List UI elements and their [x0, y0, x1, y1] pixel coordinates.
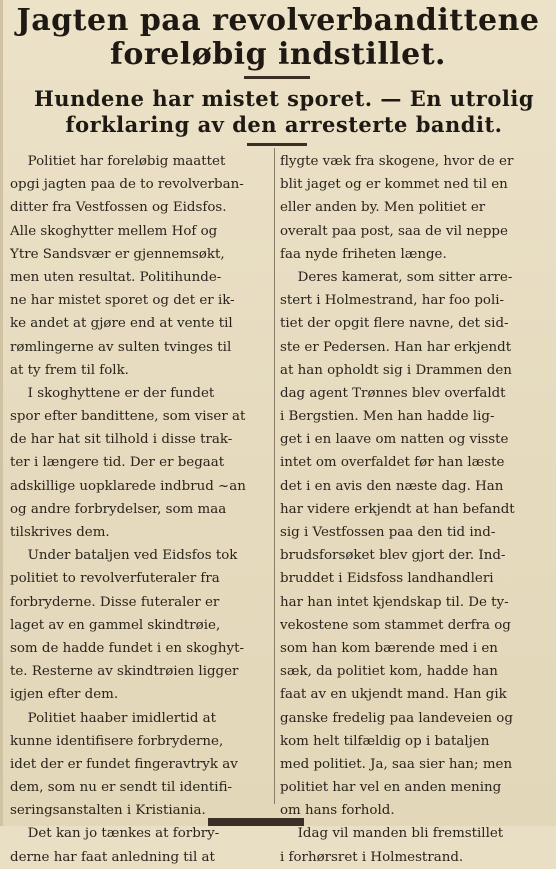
article-line: ditter fra Vestfossen og Eidsfos.: [10, 200, 227, 216]
article-line: kom helt tilfældig op i bataljen: [280, 733, 490, 749]
page-edge: [0, 0, 3, 826]
article-line: igjen efter dem.: [10, 687, 119, 703]
article-line: Politiet har foreløbig maattet: [10, 154, 226, 169]
article-line: idet der er fundet fingeravtryk av: [10, 756, 238, 772]
bottom-rule: [208, 818, 304, 826]
article-line: blit jaget og er kommet ned til en: [280, 177, 508, 193]
article-line: Deres kamerat, som sitter arre-: [280, 269, 513, 285]
article-line: politiet to revolverfuteraler fra: [10, 571, 220, 587]
article-line: ste er Pedersen. Han har erkjendt: [280, 339, 512, 355]
article-line: at ty frem til folk.: [10, 362, 129, 378]
article-line: spor efter bandittene, som viser at: [10, 409, 246, 425]
article-line: og andre forbrydelser, som maa: [10, 501, 227, 517]
article-line: derne har faat anledning til at: [10, 849, 215, 865]
article-line: faa nyde friheten længe.: [280, 246, 447, 262]
article-line: Under bataljen ved Eidsfos tok: [10, 548, 238, 564]
headline-rule: [244, 76, 310, 79]
article-left-column: [10, 150, 268, 869]
article-line: bruddet i Eidsfoss landhandleri: [280, 571, 494, 587]
article-line: det i en avis den næste dag. Han: [280, 478, 504, 494]
article-line: Det kan jo tænkes at forbry-: [10, 826, 220, 842]
article-line: ganske fredelig paa landeveien og: [280, 710, 513, 726]
article-line: flygte væk fra skogene, hvor de er: [280, 154, 514, 169]
article-line: stert i Holmestrand, har foo poli-: [280, 293, 505, 309]
article-line: te. Resterne av skindtrøien ligger: [10, 664, 239, 680]
article-line: ter i længere tid. Der er begaat: [10, 455, 225, 471]
article-line: de har hat sit tilhold i disse trak-: [10, 432, 233, 448]
article-line: ke andet at gjøre end at vente til: [10, 316, 233, 332]
article-line: brudsforsøket blev gjort der. Ind-: [280, 548, 506, 564]
subheadline-line-1: Hundene har mistet sporet. — En utrolig: [33, 86, 535, 111]
article-line: Ytre Sandsvær er gjennemsøkt,: [10, 246, 225, 262]
article-line: vekostene som stammet derfra og: [280, 617, 511, 633]
article-line: sig i Vestfossen paa den tid ind-: [280, 525, 496, 540]
article-line: laget av en gammel skindtrøie,: [10, 617, 221, 633]
article-line: adskillige uopklarede indbrud ~an: [10, 478, 246, 494]
column-divider: [274, 148, 275, 804]
article-line: seringsanstalten i Kristiania.: [10, 803, 206, 819]
article-line: dag agent Trønnes blev overfaldt: [280, 385, 506, 401]
article-line: eller anden by. Men politiet er: [280, 200, 486, 216]
article-line: dem, som nu er sendt til identifi-: [10, 780, 233, 796]
article-line: i Bergstien. Men han hadde lig-: [280, 409, 495, 425]
article-line: men uten resultat. Politihunde-: [10, 269, 222, 285]
article-right-column: [280, 150, 540, 869]
article-line: kunne identifisere forbryderne,: [10, 733, 224, 749]
article-line: ne har mistet sporet og det er ik-: [10, 293, 235, 309]
subheadline-line-2: forklaring av den arresterte bandit.: [65, 112, 503, 137]
article-line: som han kom bærende med i en: [280, 640, 498, 656]
article-line: i forhørsret i Holmestrand.: [280, 849, 464, 865]
article-line: har videre erkjendt at han befandt: [280, 501, 515, 517]
article-line: har han intet kjendskap til. De ty-: [280, 594, 509, 610]
subheadline-rule: [247, 143, 307, 146]
article-line: overalt paa post, saa de vil neppe: [280, 223, 508, 239]
article-line: Idag vil manden bli fremstillet: [280, 826, 504, 842]
article-line: at han opholdt sig i Drammen den: [280, 362, 512, 378]
article-line: som de hadde fundet i en skoghyt-: [10, 640, 244, 656]
article-line: politiet har vel en anden mening: [280, 780, 502, 796]
article-line: om hans forhold.: [280, 803, 395, 819]
article-line: opgi jagten paa de to revolverban-: [10, 177, 244, 193]
article-line: forbryderne. Disse futeraler er: [10, 594, 220, 610]
headline-line-1: Jagten paa revolverbandittene: [16, 3, 540, 38]
headline-line-2: foreløbig indstillet.: [109, 37, 447, 72]
article-line: faat av en ukjendt mand. Han gik: [280, 687, 507, 703]
article-line: med politiet. Ja, saa sier han; men: [280, 756, 513, 772]
article-line: Politiet haaber imidlertid at: [10, 710, 217, 726]
article-line: Alle skoghytter mellem Hof og: [10, 223, 218, 239]
article-line: tilskrives dem.: [10, 525, 110, 540]
article-line: get i en laave om natten og visste: [280, 432, 509, 448]
article-line: I skoghyttene er der fundet: [10, 385, 215, 401]
article-line: rømlingerne av sulten tvinges til: [10, 339, 232, 355]
article-line: tiet der opgit flere navne, det sid-: [280, 316, 509, 332]
article-line: intet om overfaldet før han læste: [280, 455, 505, 471]
article-line: sæk, da politiet kom, hadde han: [280, 664, 498, 680]
